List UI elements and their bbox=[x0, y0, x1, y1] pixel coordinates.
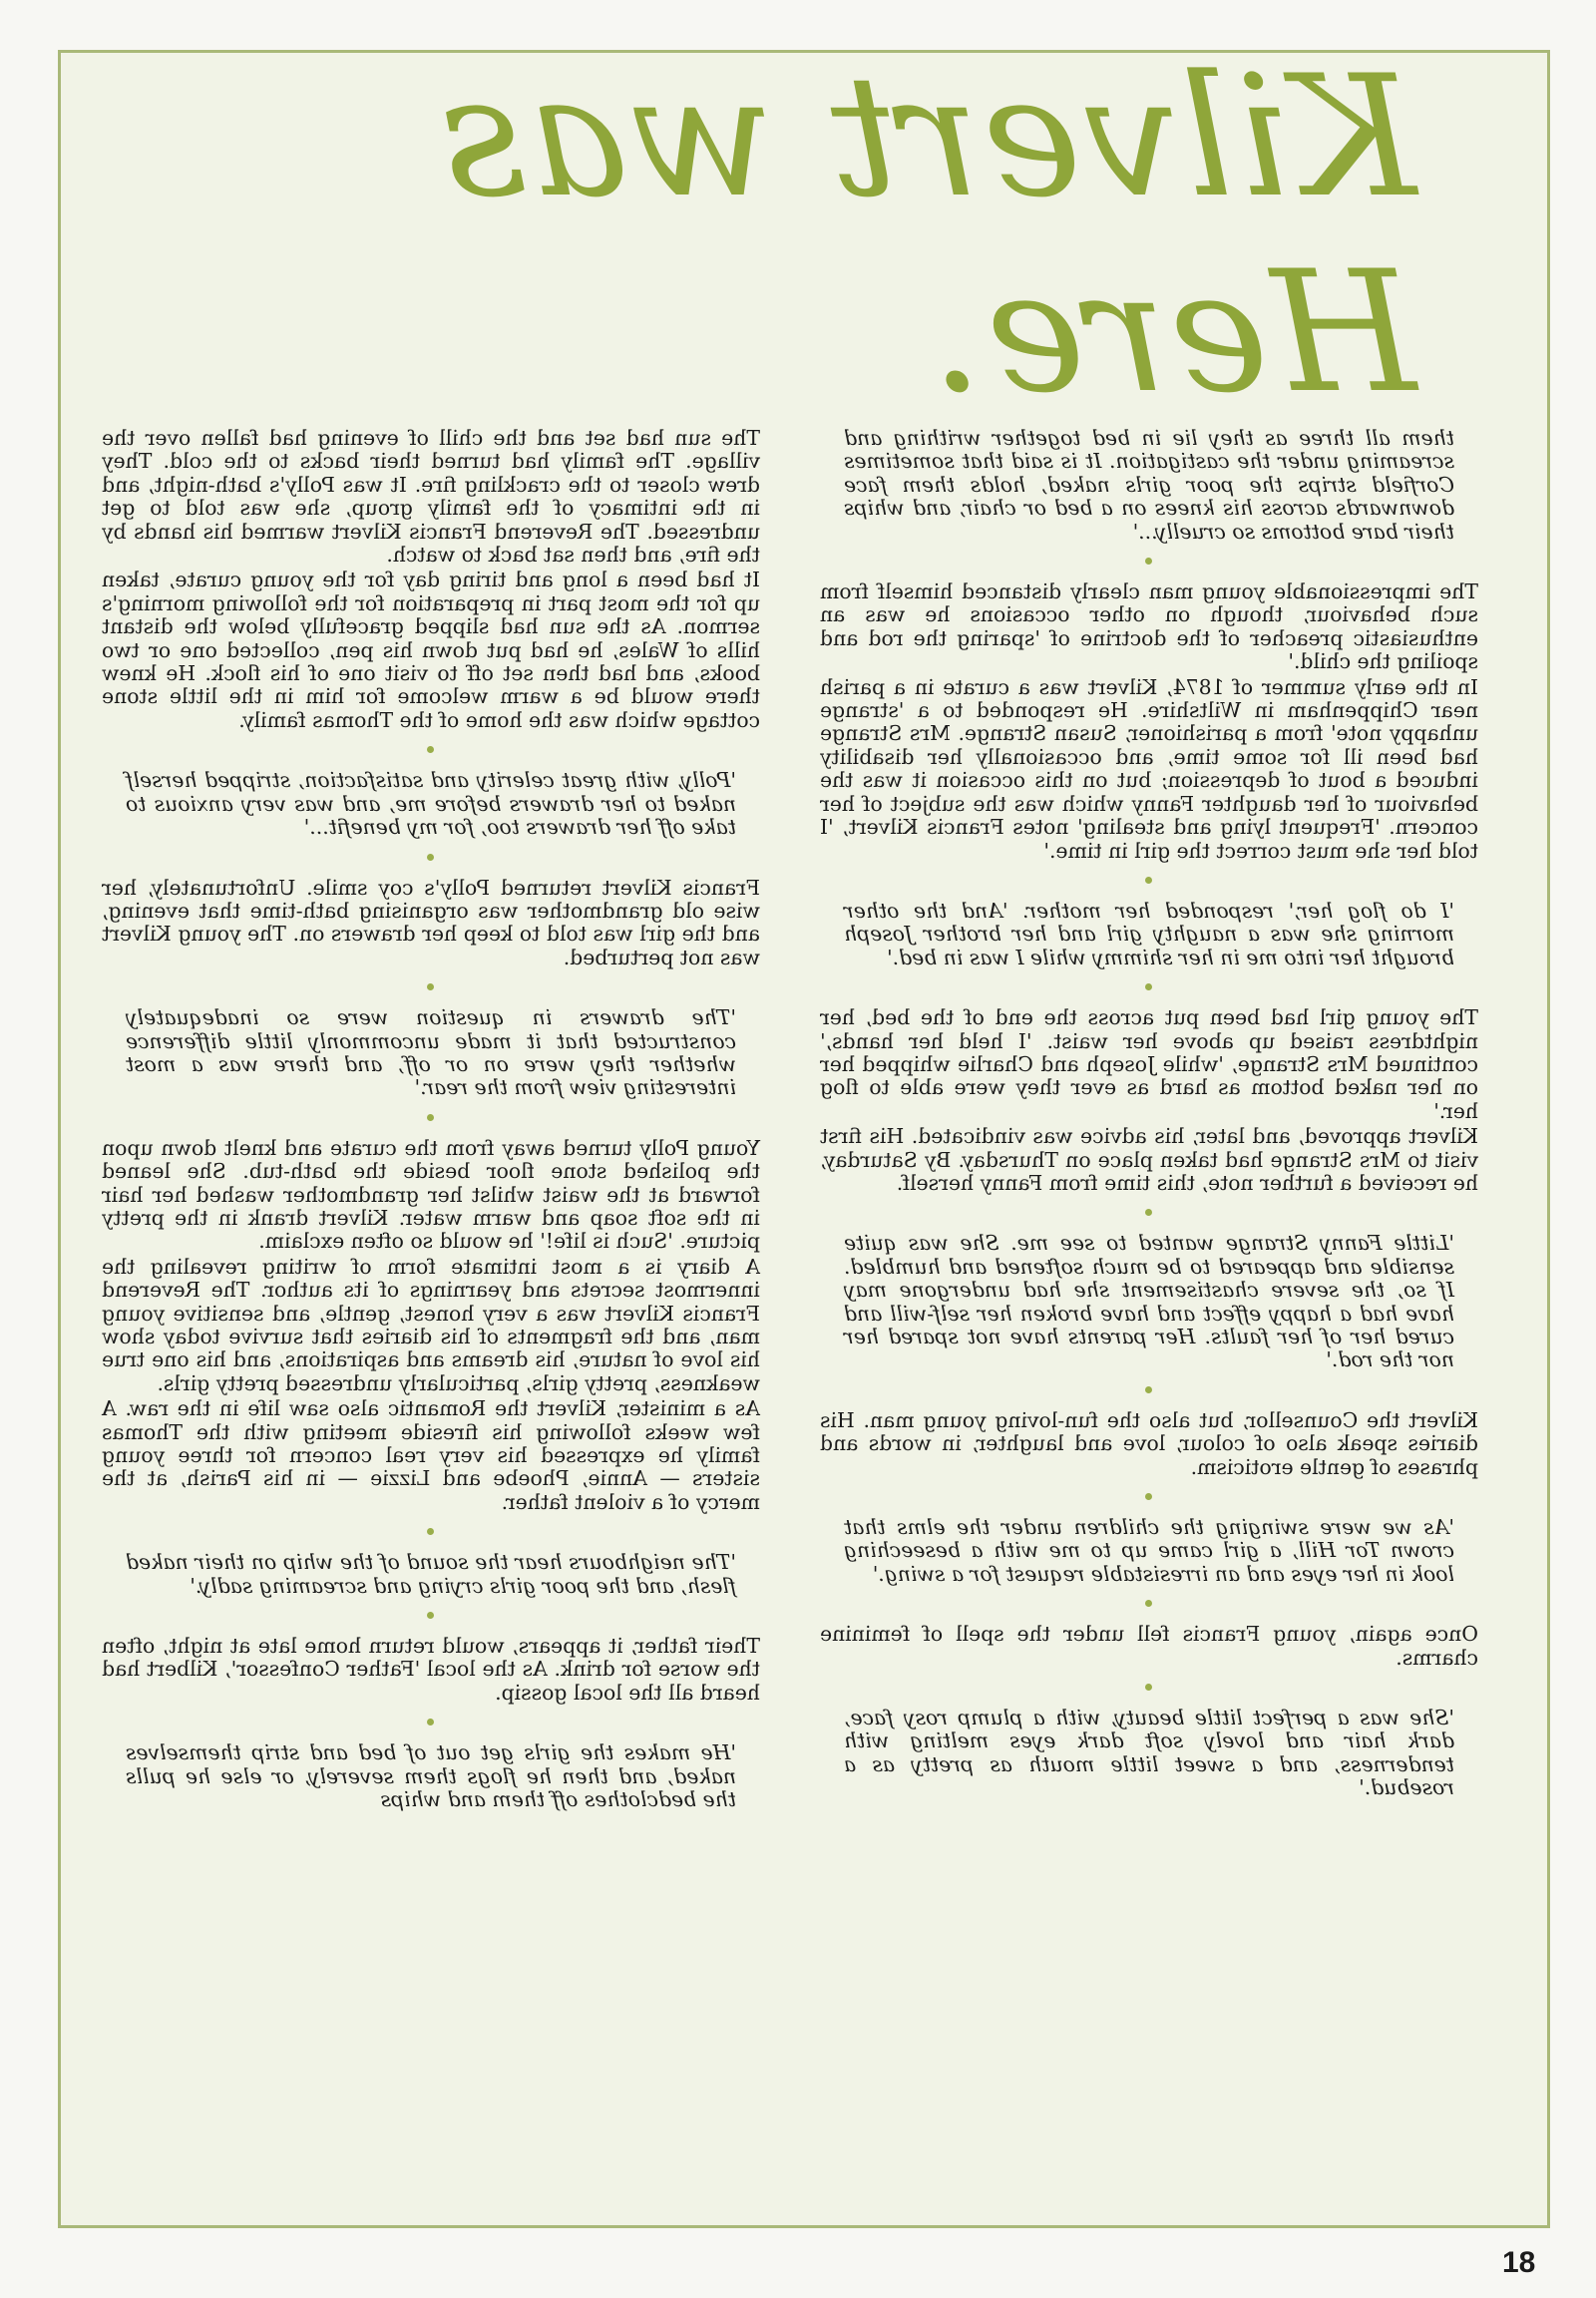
diary-quote: them all three as they lie in bed together writhing and screaming under the castigation. It is said that sometimes Corfield strips the poor girls naked, holds them face downwards across his knees on a bed or chair, and whips their bare bottoms so cruelly...' bbox=[844, 426, 1454, 544]
page-number: 18 bbox=[1502, 2246, 1536, 2279]
section-dot-divider bbox=[428, 1612, 435, 1619]
body-paragraph: The sun had set and the chill of evening had fallen over the village. The family had turned their backs to the cold. They drew closer to the crackling fire. It was Polly's bath-night, and in the intimacy of the family group, she was told to get undressed. The Reverend Francis Kilvert warmed his hands by the fire, and then sat back to watch. bbox=[102, 426, 760, 568]
diary-quote: 'He makes the girls get out of bed and strip themselves naked, and then he flogs them severely, or else he pulls the bedclothes off them and whips bbox=[126, 1740, 736, 1812]
body-paragraph: Kilvert the Counsellor, but also the fun-loving young man. His diaries speak also of colour, love and laughter, in words and phrases of gentle eroticism. bbox=[820, 1407, 1478, 1479]
diary-quote: 'As we were swinging the children under the elms that crown Tor Hill, a girl came up to me with a beseeching look in her eyes and an irresistable request for a swing.' bbox=[844, 1515, 1454, 1586]
section-dot-divider bbox=[428, 1114, 435, 1121]
section-dot-divider bbox=[428, 983, 435, 990]
body-paragraph: Once again, young Francis fell under the spell of feminine charms. bbox=[820, 1622, 1478, 1670]
section-dot-divider bbox=[1146, 1386, 1153, 1393]
text-column-left bbox=[102, 427, 760, 1814]
section-dot-divider bbox=[428, 1719, 435, 1725]
diary-quote: 'She was a perfect little beauty, with a plump rosy face, dark hair and lovely soft dark eyes melting with tenderness, and a sweet little mouth as pretty as a rosebud.' bbox=[844, 1706, 1454, 1800]
body-paragraph: Kilvert approved, and later, his advice was vindicated. His first visit to Mrs Strange had taken place on Thursday. By Saturday, he received a further note, this time from Fanny herself. bbox=[820, 1124, 1478, 1195]
section-dot-divider bbox=[428, 746, 435, 753]
page-title: Kilvert was Here. bbox=[438, 39, 1416, 430]
section-dot-divider bbox=[428, 854, 435, 861]
body-paragraph: A diary is a most intimate form of writing revealing the innermost secrets and yearnings of its author. The Reverend Francis Kilvert was a very honest, gentle, and sensitive young man, and the fragments of his diaries that survive today show his love of nature, his dreams and aspirations, and his one true weakness, pretty girls, particularly undressed pretty girls. bbox=[102, 1254, 760, 1395]
diary-quote: 'Polly, with great celerity and satisfaction, stripped herself naked to her drawers before me, and was very anxious to take off her drawers too, for my benefit...' bbox=[126, 768, 736, 840]
section-dot-divider bbox=[1146, 558, 1153, 565]
section-dot-divider bbox=[428, 1528, 435, 1535]
body-paragraph: Francis Kilvert returned Polly's coy smile. Unfortunately, her wise old grandmother was organising bath-time that evening, and the girl was told to keep her drawers on. The young Kilvert was not perturbed. bbox=[102, 875, 760, 969]
body-paragraph: The young girl had been put across the end of the bed, her nightdress raised up above her waist. 'I held her hands,' continued Mrs Strange, 'while Joseph and Charlie whipped her on her naked bottom as hard as ever they were able to flog her.' bbox=[820, 1005, 1478, 1123]
body-paragraph: Their father, it appears, would return home late at night, often the worse for drink. As the local 'Father Confessor', Kilbert had heard all the local gossip. bbox=[102, 1634, 760, 1705]
body-paragraph: The impressionable young man clearly distanced himself from such behaviour, though on other occasions he was an enthusiastic preacher of the doctrine of 'sparing the rod and spoiling the child.' bbox=[820, 579, 1478, 674]
section-dot-divider bbox=[1146, 1600, 1153, 1607]
body-paragraph: It had been a long and tiring day for the young curate, taken up for the most part in preparation for the following morning's sermon. As the sun had slipped gracefully below the distant hills of Wales, he had put down his pen, collected one or two books, and had then set off to visit one of his flock. He knew there would be a warm welcome for him in the little stone cottage which was the home of the Thomas family. bbox=[102, 568, 760, 732]
body-paragraph: Young Polly turned away from the curate and knelt down upon the polished stone floor beside the bath-tub. She leaned forward at the waist whilst her grandmother washed her hair in the soft soap and warm water. Kilvert drank in the pretty picture. 'Such is life!' he would so often exclaim. bbox=[102, 1135, 760, 1254]
section-dot-divider bbox=[1146, 1493, 1153, 1500]
diary-quote: 'I do flog her,' responded her mother. 'And the other morning she was a naughty girl and her brother Joseph brought her into me in her shimmy while I was in bed.' bbox=[844, 898, 1454, 969]
diary-quote: 'The drawers in question were so inadequately constructed that it made uncommonly little difference whether they were on or off, and there was a most interesting view from the rear.' bbox=[126, 1005, 736, 1100]
section-dot-divider bbox=[1146, 1209, 1153, 1216]
diary-quote: 'Little Fanny Strange wanted to see me. She was quite sensible and appeared to be much softened and humbled. If so, the severe chastisement she had undergone may have had a happy effect and have broken her self-will and cured her of her faults. Her parents have not spared her nor the rod.' bbox=[844, 1231, 1454, 1372]
body-paragraph: As a minister, Kilvert the Romantic also saw life in the raw. A few weeks following his fireside meeting with the Thomas family he expressed his very real concern for three young sisters — Annie, Phoebe and Lizzie — in his Parish, at the mercy of a violent father. bbox=[102, 1396, 760, 1514]
diary-quote: 'The neighbours hear the sound of the whip on their naked flesh, and the poor girls crying and screaming sadly.' bbox=[126, 1550, 736, 1598]
section-dot-divider bbox=[1146, 983, 1153, 990]
section-dot-divider bbox=[1146, 877, 1153, 884]
text-column-right bbox=[820, 427, 1478, 1802]
body-paragraph: In the early summer of 1874, Kilvert was a curate in a parish near Chippenham in Wiltshire. He responded to a 'strange unhappy note' from a parishioner, Susan Strange. Mrs Strange had been ill for some time, and occasionally her disability induced a bout of depression; but on this occasion it was the behaviour of her daughter Fanny which was the subject of her concern. 'Frequent lying and stealing' notes Francis Kilvert, 'I told her she must correct the girl in time.' bbox=[820, 674, 1478, 863]
section-dot-divider bbox=[1146, 1684, 1153, 1691]
